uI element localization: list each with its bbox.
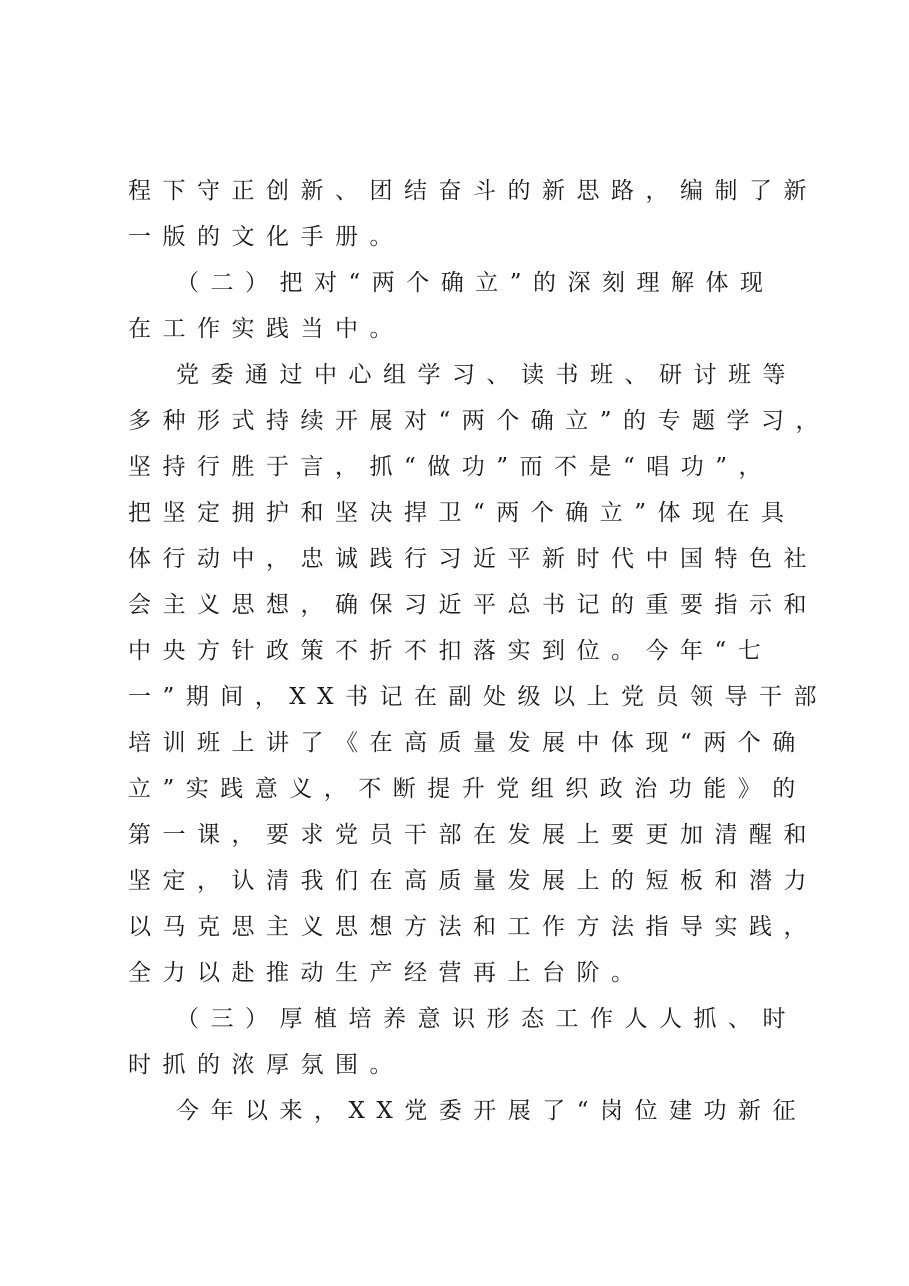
section-heading-line: （二）把对“两个确立”的深刻理解体现 (176, 270, 775, 296)
paragraph-line: 今年以来，XX党委开展了“岗位建功新征 (176, 1098, 808, 1124)
paragraph-line: 立”实践意义，不断提升党组织政治功能》的 (128, 776, 807, 802)
paragraph-line: 全力以赴推动生产经营再上台阶。 (128, 960, 646, 986)
paragraph-line: 一”期间，XX书记在副处级以上党员领导干部 (128, 684, 829, 710)
section-heading-line: （三）厚植培养意识形态工作人人抓、时 (176, 1006, 797, 1032)
paragraph-line: 以马克思主义思想方法和工作方法指导实践， (128, 914, 818, 940)
paragraph-line: 程下守正创新、团结奋斗的新思路，编制了新 (128, 178, 818, 204)
paragraph-line: 培训班上讲了《在高质量发展中体现“两个确 (128, 730, 807, 756)
paragraph-line: 一版的文化手册。 (128, 224, 404, 250)
section-heading-line: 时抓的浓厚氛围。 (128, 1052, 404, 1078)
paragraph-line: 多种形式持续开展对“两个确立”的专题学习， (128, 408, 831, 434)
paragraph-line: 把坚定拥护和坚决捍卫“两个确立”体现在具 (128, 500, 796, 526)
paragraph-line: 中央方针政策不折不扣落实到位。今年“七 (128, 638, 773, 664)
paragraph-line: 会主义思想，确保习近平总书记的重要指示和 (128, 592, 818, 618)
paragraph-line: 党委通过中心组学习、读书班、研讨班等 (176, 362, 797, 388)
section-heading-line: 在工作实践当中。 (128, 316, 404, 342)
paragraph-line: 第一课，要求党员干部在发展上要更加清醒和 (128, 822, 818, 848)
paragraph-line: 坚持行胜于言，抓“做功”而不是“唱功”， (128, 454, 774, 480)
paragraph-line: 坚定，认清我们在高质量发展上的短板和潜力 (128, 868, 818, 894)
paragraph-line: 体行动中，忠诚践行习近平新时代中国特色社 (128, 546, 818, 572)
